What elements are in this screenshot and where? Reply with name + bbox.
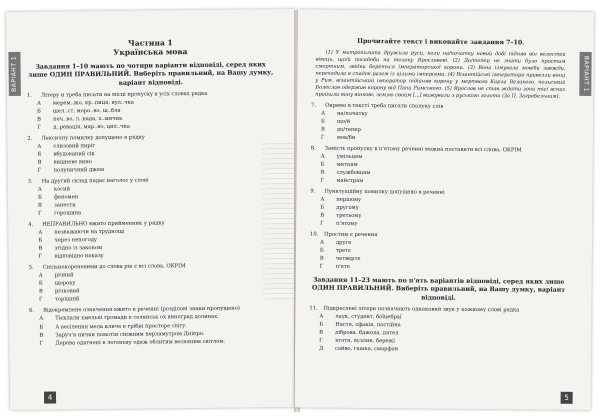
option-text: яготи, вузлик, бережі: [335, 337, 396, 345]
option-text: на/початку: [337, 110, 368, 117]
option-text: майстрам: [336, 177, 364, 184]
question-text: Замість пропуску в п'ятому реченні можна поставити всі слова, ОКРІМ: [324, 145, 522, 154]
question-number: 10.: [310, 231, 319, 238]
option-letter: В: [320, 126, 325, 133]
question-text: Окремо в тексті треба писати сполуку слів: [325, 102, 444, 110]
page-number-left: 4: [44, 391, 56, 403]
option-row: [37, 122, 275, 132]
option-letter: В: [38, 245, 43, 253]
option-row: [319, 346, 567, 355]
part-title: Частина 1: [127, 38, 173, 48]
option-letter: А: [321, 110, 326, 117]
option-text: до/тепер: [336, 126, 361, 133]
option-text: занести: [54, 202, 76, 209]
option-text: горошина: [54, 210, 82, 217]
question-number: 9.: [310, 188, 316, 195]
question-4: [28, 219, 276, 261]
option-row: [320, 220, 568, 229]
right-page: [295, 9, 594, 410]
option-letter: А: [319, 313, 324, 320]
option-letter: Б: [37, 108, 41, 115]
option-text: річний: [54, 272, 74, 279]
option-letter: Б: [37, 151, 42, 158]
option-row: [320, 177, 568, 186]
page-number-right: 5: [561, 392, 573, 404]
option-letter: Д: [319, 345, 324, 352]
option-text: торішній: [54, 296, 80, 303]
option-text: першому: [336, 196, 362, 203]
option-letter: Б: [321, 118, 325, 125]
option-text: вишневе вино: [53, 159, 92, 166]
option-letter: Г: [320, 220, 324, 227]
question-text: Літеру и треба писати на місці пропуску в усіх словах рядка: [40, 90, 208, 99]
option-letter: В: [38, 202, 42, 209]
question-text: НЕПРАВИЛЬНО вжито прийменник у рядку: [42, 220, 165, 228]
option-letter: В: [320, 212, 325, 219]
option-text: Заруч'я нички помотіи сніжним перламутром Дніпро.: [55, 330, 205, 339]
option-letter: Г: [38, 254, 43, 261]
option-letter: В: [38, 289, 43, 296]
question-number: 4.: [28, 222, 34, 229]
option-letter: В: [37, 159, 42, 166]
question-text: Лексичну помилку допущено в рядку: [41, 134, 145, 142]
option-letter: Б: [319, 321, 324, 328]
option-text: слизовий пиріг: [53, 143, 96, 150]
option-row: [38, 208, 276, 218]
question-1: [27, 90, 275, 132]
option-text: третьому: [336, 212, 362, 219]
question-6: [29, 306, 277, 348]
instruction-11-23: Завдання 11–23 мають по п'ять варіантів відповіді, серед яких лише ОДИН ПРАВИЛЬНИЙ. Виберіть правильний, на Вашу думку, варіант відповіді.: [311, 276, 566, 302]
option-letter: Г: [320, 134, 325, 141]
question-number: 11.: [309, 305, 318, 312]
option-letter: Г: [37, 167, 42, 174]
subject-title: Українська мова: [113, 47, 188, 57]
option-text: діброва, бджола, дятел: [335, 329, 399, 337]
option-text: печ..во, л..нада, х..мичик: [53, 115, 123, 123]
question-3: [28, 176, 276, 218]
option-text: Тієклали хмельні громади в селянськ ох виноград долинах.: [55, 314, 219, 322]
option-letter: Б: [319, 247, 324, 254]
right-content: [309, 38, 570, 355]
option-text: п'ятому: [336, 220, 358, 227]
question-7: [311, 102, 569, 143]
option-letter: Г: [319, 337, 323, 344]
option-letter: Г: [320, 177, 324, 184]
option-letter: Г: [39, 340, 43, 347]
option-letter: Г: [38, 297, 43, 304]
option-letter: А: [320, 153, 325, 160]
instruction-1-10: Завдання 1–10 мають по чотири варіанти відповіді, серед яких лише ОДИН ПРАВИЛЬНИЙ. Виберіть правильний, на Вашу думку, варіант відповіді.: [27, 61, 274, 87]
option-text: що/й: [337, 118, 351, 125]
option-text: мов/би: [336, 134, 356, 141]
option-letter: В: [37, 116, 41, 123]
option-text: п'яте: [335, 263, 350, 270]
option-text: незважаючи на труднощі: [54, 229, 125, 236]
question-text: Відокремлене означення вжито в реченні (розділові знаки пропущено): [43, 306, 240, 315]
option-text: відповідно наказу: [54, 253, 104, 260]
left-page: [6, 9, 300, 410]
option-letter: А: [39, 316, 44, 323]
option-letter: Б: [38, 281, 43, 288]
question-2: [27, 133, 275, 175]
option-letter: А: [37, 186, 42, 193]
option-row: [320, 264, 568, 273]
option-letter: Г: [38, 210, 42, 217]
option-text: феномен: [53, 194, 79, 201]
option-letter: В: [319, 329, 324, 336]
option-text: другому: [336, 204, 359, 211]
option-text: згідно із законом: [54, 245, 103, 252]
option-text: умільцям: [336, 153, 363, 160]
option-row: [38, 165, 276, 175]
option-letter: Б: [39, 324, 44, 331]
option-text: д..ревація, мар..во, цил..чка: [53, 123, 130, 131]
option-text: річковий: [54, 288, 80, 295]
question-number: 8.: [310, 145, 316, 152]
option-letter: А: [36, 100, 41, 107]
option-text: митцям: [336, 161, 358, 168]
option-row: [321, 134, 569, 143]
variant-tab-right: ВАРІАНТ 1: [579, 52, 591, 96]
option-text: щороку: [54, 280, 76, 287]
option-letter: А: [319, 239, 324, 246]
question-text: Підкреслені літери позначають однаковий звук у кожному слові рядка: [323, 305, 520, 314]
option-text: Дерева одягнені в легеньку одяж облитим весняним світлом.: [55, 338, 226, 347]
option-row: [39, 338, 277, 348]
question-text: Пунктуаційну помилку допущено в реченні: [324, 188, 445, 196]
option-letter: Г: [319, 263, 324, 270]
option-text: косий: [53, 186, 71, 193]
question-number: 2.: [27, 135, 33, 142]
option-letter: Б: [37, 194, 42, 201]
option-letter: А: [320, 196, 325, 203]
option-text: третє: [335, 247, 351, 254]
question-10: [310, 231, 568, 272]
question-9: [310, 188, 568, 229]
question-number: 6.: [29, 308, 35, 315]
option-letter: А: [38, 273, 43, 280]
question-8: [310, 145, 568, 186]
option-text: четверте: [335, 255, 361, 262]
question-text: На другий склад падає наголос у слові: [41, 177, 149, 185]
question-text: Спільнокореневими до слова рік є всі слова, ОКРІМ: [42, 263, 186, 272]
option-text: лаук, студент, боїцебраї: [335, 313, 402, 321]
option-letter: В: [39, 332, 44, 339]
option-letter: Г: [37, 124, 41, 131]
option-letter: В: [320, 169, 325, 176]
option-letter: Б: [320, 161, 325, 168]
option-letter: Б: [320, 204, 325, 211]
option-letter: А: [37, 143, 42, 150]
option-text: Настя, сфакія, постійна: [335, 321, 401, 329]
question-number: 1.: [26, 92, 32, 99]
reading-passage: (1) У митрополита дружила руси, коли на/початку новий добі підняв він волостей вікець, що/й посадоби на толоку Ярославові. (2) До/тепер не знати було простим смертним, звідки береться імператорської корони. (3) Вона ізмувала мов/би завжди, переходила в спадок разом із цілими імперіями. (4) Візантійські імператори привезли вінці у Рим, візантійський імператор підійняв корону у мертвого Карла Великого, польський Болеслав одержав корону від Папи Римського. (5) Ярослав не став ждати зони тієї ясних прийшли вону вінкові: землю свойм [...] вижували з руського золота (За П. Загребельним).: [315, 50, 566, 100]
question-11: [309, 306, 567, 355]
option-text: А весілення мела кличе в грібні просторе світу.: [55, 322, 187, 331]
question-number: 7.: [311, 102, 317, 109]
option-text: полуничний джем: [53, 167, 105, 174]
question-5: [29, 263, 277, 305]
option-letter: А: [38, 229, 43, 237]
left-content: [26, 37, 277, 347]
option-text: шел..ст, моро..во, щ..бля: [53, 107, 121, 115]
option-letter: В: [319, 255, 324, 262]
question-text: Простим є речення: [324, 231, 378, 238]
option-letter: Б: [38, 237, 43, 245]
option-text: через непогоду: [54, 237, 98, 244]
option-text: вбудований сік: [53, 151, 95, 158]
variant-tab-left: ВАРІАНТ 1: [8, 52, 20, 96]
option-text: службовцям: [336, 169, 371, 176]
option-row: [39, 252, 277, 262]
option-text: сайво, гашка, смарфон: [335, 345, 399, 353]
option-text: друге: [335, 239, 352, 246]
question-number: 3.: [27, 178, 33, 186]
option-row: [39, 295, 277, 305]
reading-instruction: Прочитайте текст і виконайте завдання 7–10.: [357, 37, 525, 47]
question-number: 5.: [28, 265, 34, 272]
option-text: мерем..жо, кр..пиця, вул..чка: [52, 99, 135, 107]
